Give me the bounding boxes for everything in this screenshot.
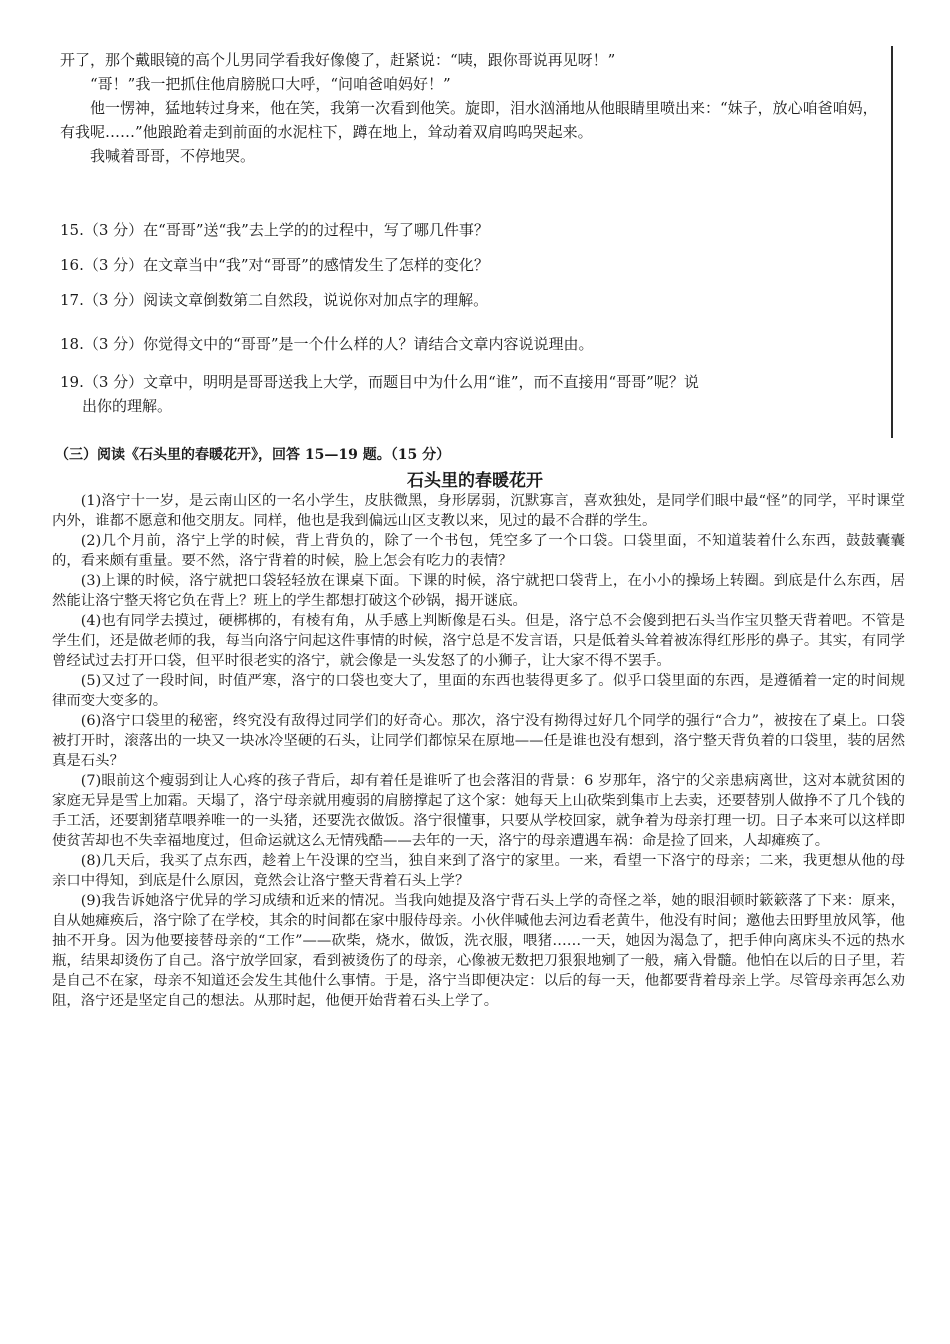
question-18: 18.（3 分）你觉得文中的“哥哥”是一个什么样的人？请结合文章内容说说理由。 (60, 335, 594, 353)
article-paragraph: (5)又过了一段时间，时值严寒，洛宁的口袋也变大了，里面的东西也装得更多了。似乎口袋里面的东西，是遵循着一定的时间规律而变大变多的。 (52, 673, 905, 709)
story-paragraph: 他一愣神，猛地转过身来，他在笑，我第一次看到他笑。旋即，泪水汹涌地从他眼睛里喷出来：“妹子，放心咱爸咱妈，有我呢……”他踉跄着走到前面的水泥柱下，蹲在地上，耸动着双肩呜呜哭起来。 (60, 99, 878, 141)
article-paragraph: (3)上课的时候，洛宁就把口袋轻轻放在课桌下面。下课的时候，洛宁就把口袋背上，在小小的操场上转圈。到底是什么东西，居然能让洛宁整天将它负在背上？班上的学生都想打破这个砂锅，揭开谜底。 (52, 573, 905, 609)
question-19-line1: 19.（3 分）文章中，明明是哥哥送我上大学，而题目中为什么用“谁”，而不直接用“哥哥”呢？说 (60, 373, 699, 391)
story-paragraph: 开了，那个戴眼镜的高个儿男同学看我好像傻了，赶紧说：“咦，跟你哥说再见呀！” (60, 51, 616, 69)
article-paragraph: (9)我告诉她洛宁优异的学习成绩和近来的情况。当我向她提及洛宁背石头上学的奇怪之举，她的眼泪顿时簌簌落了下来：原来，自从她瘫痪后，洛宁除了在学校，其余的时间都在家中服侍母亲。小伙伴喊他去河边看老黄牛，他没有时间；邀他去田野里放风筝，他抽不开身。因为他要接替母亲的“工作”——砍柴，烧水，做饭，洗衣服，喂猪……一天，她因为渴急了，把手伸向离床头不远的热水瓶，结果却烫伤了自己。洛宁放学回家，看到被烫伤了的母亲，心像被无数把刀狠狠地剜了一般，痛入骨髓。他怕在以后的日子里，若是自己不在家，母亲不知道还会发生其他什么事情。于是，洛宁当即便决定：以后的每一天，他都要背着母亲上学。尽管母亲再怎么劝阻，洛宁还是坚定自己的想法。从那时起，他便开始背着石头上学了。 (52, 893, 905, 1009)
article-paragraph: (1)洛宁十一岁，是云南山区的一名小学生，皮肤微黑，身形孱弱，沉默寡言，喜欢独处，是同学们眼中最“怪”的同学，平时课堂内外，谁都不愿意和他交朋友。同样，他也是我到偏远山区支教以来，见过的最不合群的学生。 (52, 493, 905, 529)
story-ending (60, 48, 880, 168)
article-paragraph: (6)洛宁口袋里的秘密，终究没有敌得过同学们的好奇心。那次，洛宁没有拗得过好几个同学的强行“合力”，被按在了桌上。口袋被打开时，滚落出的一块又一块冰冷坚硬的石头，让同学们都惊呆在原地——任是谁也没有想到，洛宁整天背负着的口袋里，装的居然真是石头？ (52, 713, 905, 769)
question-16: 16.（3 分）在文章当中“我”对“哥哥”的感情发生了怎样的变化？ (60, 256, 489, 274)
article-body (52, 491, 905, 1011)
article-paragraph: (8)几天后，我买了点东西，趁着上午没课的空当，独自来到了洛宁的家里。一来，看望一下洛宁的母亲；二来，我更想从他的母亲口中得知，到底是什么原因，竟然会让洛宁整天背着石头上学？ (52, 853, 905, 889)
article-title: 石头里的春暖花开 (407, 471, 543, 491)
margin-line (891, 46, 893, 438)
question-17: 17.（3 分）阅读文章倒数第二自然段，说说你对加点字的理解。 (60, 291, 489, 309)
article-paragraph: (4)也有同学去摸过，硬梆梆的，有棱有角，从手感上判断像是石头。但是，洛宁总不会傻到把石头当作宝贝整天背着吧。不管是学生们，还是做老师的我，每当向洛宁问起这件事情的时候，洛宁总是不发言语，只是低着头耸着被冻得红彤彤的鼻子。其实，有同学曾经试过去打开口袋，但平时很老实的洛宁，就会像是一头发怒了的小狮子，让大家不得不罢手。 (52, 613, 905, 669)
article-paragraph: (2)几个月前，洛宁上学的时候，背上背负的，除了一个书包，凭空多了一个口袋。口袋里面，不知道装着什么东西，鼓鼓囊囊的，看来颇有重量。要不然，洛宁背着的时候，脸上怎会有吃力的表情？ (52, 533, 905, 569)
question-19-line2: 出你的理解。 (82, 397, 173, 415)
question-19 (60, 370, 885, 418)
section-heading: （三）阅读《石头里的春暖花开》，回答 15—19 题。（15 分） (55, 447, 451, 463)
story-paragraph: 我喊着哥哥，不停地哭。 (90, 147, 256, 165)
story-paragraph: “哥！”我一把抓住他肩膀脱口大呼，“问咱爸咱妈好！” (90, 75, 451, 93)
article-paragraph: (7)眼前这个瘦弱到让人心疼的孩子背后，却有着任是谁听了也会落泪的背景：6 岁那年，洛宁的父亲患病离世，这对本就贫困的家庭无异是雪上加霜。天塌了，洛宁母亲就用瘦弱的肩膀撑起了这个家：她每天上山砍柴到集市上去卖，还要替别人做挣不了几个钱的手工活，还要割猪草喂养唯一的一头猪，还要洗衣做饭。洛宁很懂事，只要从学校回家，就争着为母亲打理一切。日子本来可以这样即使贫苦却也不失幸福地度过，但命运就这么无情残酷——去年的一天，洛宁的母亲遭遇车祸：命是捡了回来，人却瘫痪了。 (52, 773, 905, 849)
question-15: 15.（3 分）在“哥哥”送“我”去上学的的过程中，写了哪几件事？ (60, 221, 489, 239)
